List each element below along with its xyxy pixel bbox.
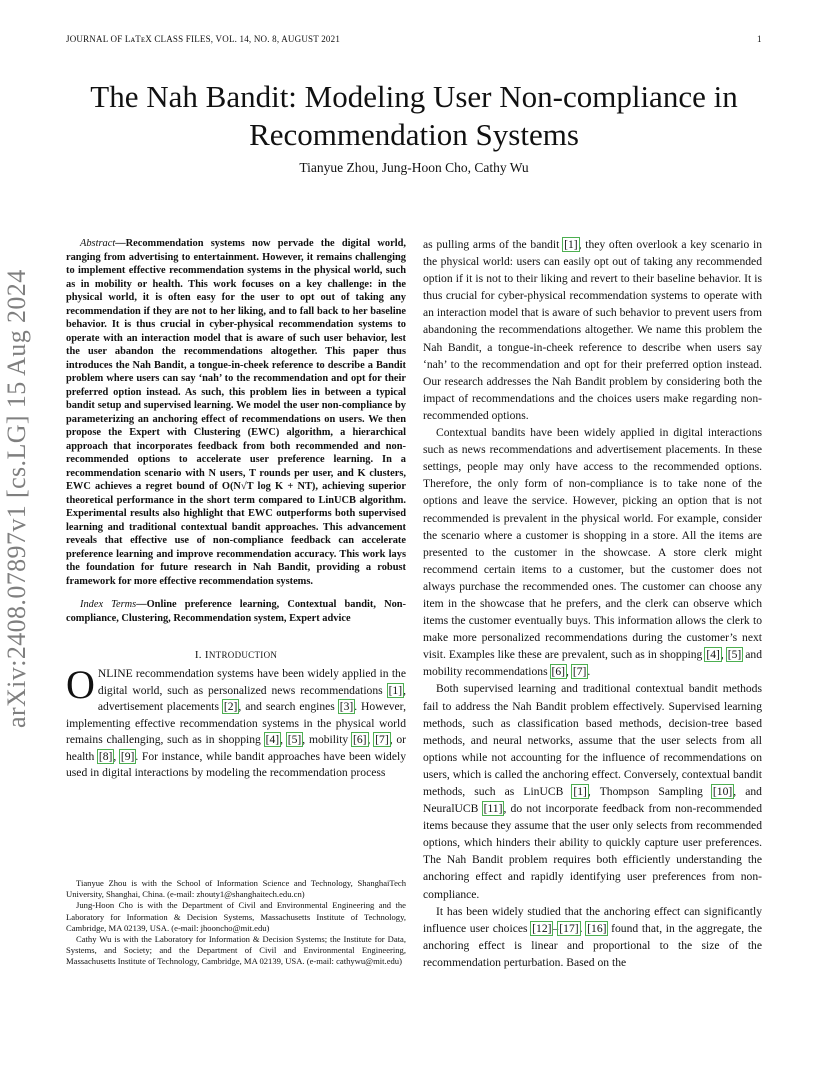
citation-link[interactable]: [4]: [265, 733, 280, 746]
body-paragraph: Contextual bandits have been widely applied in digital interactions such as news recommendations and advertisement placements. In these settings, people may only have access to the recommended options. Therefore, the only form of non-compliance is to take none of the options and leave the service. However, picking an option that is not recommended is prevalent in the physical world. For example, consider the scenario where a customer is shopping in a store. All the items are presented to the customer in the showcase. A store clerk might recommend certain items to a customer, but the customer does not always purchase the recommended ones. The customer can choose any item in the showcase that he prefers, and the clerk can observe which items the customer eventually buys. This information allows the clerk to make more personalized recommendations during the customer’s next visit. Examples like these are prevalent, such as in shopping [4], [5] and mobility recommendations [6], [7].: [423, 426, 763, 679]
footnote: Cathy Wu is with the Laboratory for Information & Decision Systems; the Institute for Data, Systems, and Society; and the Department of Civil and Environmental Engineering, Massachusetts Institute of Technology, Cambridge, MA 02139, USA. (e-mail: cathywu@mit.edu): [66, 934, 406, 967]
citation-link[interactable]: [4]: [706, 648, 720, 662]
index-terms: [66, 598, 406, 625]
citation-link[interactable]: [5]: [727, 648, 742, 662]
section-heading-introduction: I. INTRODUCTION: [194, 649, 278, 661]
citation-link[interactable]: [11]: [483, 802, 503, 816]
body-paragraph: as pulling arms of the bandit [1], they often overlook a key scenario in the physical world: users can easily opt out of taking any recommended option if it is not to their liking and revert to their baseline behavior. It is thus crucial for cyber-physical recommendation systems to operate with an interaction model that is aware of such behavior to prevent users from abandoning the recommendations altogether. We name this problem the Nah Bandit, a tongue-in-cheek reference to describe when users say ‘nah’ to the recommendation and opt for their preferred option instead. Our research addresses the Nah Bandit problem by considering both the impact of recommendations and the choices users make regarding non-recommended options.: [423, 238, 762, 422]
citation-link[interactable]: [10]: [712, 785, 733, 798]
citation-link[interactable]: [6]: [551, 665, 566, 679]
citation-link[interactable]: [7]: [375, 733, 389, 746]
citation-link[interactable]: [16]: [587, 921, 607, 935]
citation-link[interactable]: [1]: [564, 238, 578, 251]
body-paragraph: Both supervised learning and traditional contextual bandit methods fail to address the Nah Bandit problem effectively. Supervised learning methods, such as classification based methods, decision-tree based methods, and neural networks, assume that the user selects from all options while not accounting for the influence of recommendations on users, which is called the anchoring effect. Conversely, contextual bandit methods, such as LinUCB [1], Thompson Sampling [10], and NeuralUCB [11], do not incorporate feedback from non-recommended items because they assume that the user only selects from recommended options, which hinders their ability to quickly capture user preferences. The Nah Bandit problem requires both efficiently understanding the anchoring effect and rapidly identifying user preferences from non-compliance.: [423, 682, 763, 901]
abstract: [66, 237, 406, 588]
paper-title: The Nah Bandit: Modeling User Non-compliance in Recommendation Systems: [90, 79, 738, 152]
body-paragraph: It has been widely studied that the anchoring effect can significantly influence user choices [12]–[17]. [16] found that, in the aggregate, the anchoring effect is linear and proportional to the size of the recommendation perturbation. Based on the: [423, 904, 762, 969]
citation-link[interactable]: [9]: [120, 749, 135, 763]
citation-link[interactable]: [2]: [223, 700, 238, 713]
footnote: Tianyue Zhou is with the School of Information Science and Technology, ShanghaiTech University, Shanghai, China. (e-mail: zhouty1@shanghaitech.edu.cn): [66, 878, 406, 900]
abstract-text: —Recommendation systems now pervade the digital world, ranging from advertising to entertainment. However, it remains challenging to implement effective recommendation systems in the physical world, such as in mobility or health. This work focuses on a key challenge: in the physical world, it is often easy for the user to opt out of taking any recommendation if they are not to her liking, and to fall back to her baseline behavior. It is thus crucial in cyber-physical recommendation systems to operate with an interaction model that is aware of such user behavior, lest the user abandon the recommendations altogether. This paper thus introduces the Nah Bandit, a tongue-in-cheek reference to describe a Bandit problem where users can say ‘nah’ to the recommendation and opt for their preferred option instead. As such, this problem lies in between a typical bandit setup and supervised learning. We model the user non-compliance by parameterizing an anchoring effect of recommendations on users. We then propose the Expert with Clustering (EWC) algorithm, a hierarchical approach that incorporates feedback from both recommended and non-recommended options to accelerate user preference learning. In a recommendation scenario with N users, T rounds per user, and K clusters, EWC achieves a regret bound of O(N√T log K + NT), achieving superior theoretical performance in the short term compared to LinUCB algorithm. Experimental results also highlight that EWC outperforms both supervised learning and traditional contextual bandit approaches. This advancement reveals that effective use of non-compliance feedback can accelerate preference learning and improve recommendation accuracy. This work lays the foundation for future research in Nah Bandit, providing a robust framework for more effective recommendation systems.: [66, 238, 406, 587]
intro-paragraph: ONLINE recommendation systems have been widely applied in the digital world, such as personalized news recommendations [1], advertisement placements [2], and search engines [3]. However, implementing effective recommendation systems in the physical world remains challenging, such as in shopping [4], [5], mobility [6], [7], or health [8], [9]. For instance, while bandit approaches have been widely used in digital interactions by modeling the recommendation process: [66, 662, 407, 779]
page-number: 1: [757, 34, 762, 44]
index-terms-text: —Online preference learning, Contextual bandit, Non-compliance, Clustering, Recommendation system, Expert advice: [66, 599, 407, 624]
abstract-label: Abstract: [80, 238, 116, 249]
citation-link[interactable]: [1]: [573, 785, 587, 798]
footnote: Jung-Hoon Cho is with the Department of Civil and Environmental Engineering and the Laboratory for Information & Decision Systems, Massachusetts Institute of Technology, Cambridge, MA 02139, USA. (e-mail: jhooncho@mit.edu): [66, 900, 406, 933]
author-list: Tianyue Zhou, Jung-Hoon Cho, Cathy Wu: [299, 160, 529, 175]
citation-link[interactable]: [12]: [532, 921, 552, 935]
citation-link[interactable]: [3]: [339, 700, 354, 713]
citation-link[interactable]: [1]: [388, 683, 403, 697]
citation-link[interactable]: [6]: [352, 733, 367, 746]
right-column: [423, 236, 762, 971]
citation-link[interactable]: [8]: [98, 749, 113, 763]
left-column: [66, 237, 406, 782]
index-terms-label: Index Terms: [80, 599, 137, 610]
author-footnotes: [66, 878, 406, 968]
citation-link[interactable]: [7]: [572, 665, 587, 679]
running-head: JOURNAL OF LᴀTᴇX CLASS FILES, VOL. 14, NO. 8, AUGUST 2021: [66, 34, 341, 44]
citation-link[interactable]: [17]: [559, 921, 579, 935]
arxiv-stamp[interactable]: arXiv:2408.07897v1 [cs.LG] 15 Aug 2024: [2, 269, 31, 728]
citation-link[interactable]: [5]: [287, 733, 302, 746]
drop-cap: O: [66, 662, 95, 707]
